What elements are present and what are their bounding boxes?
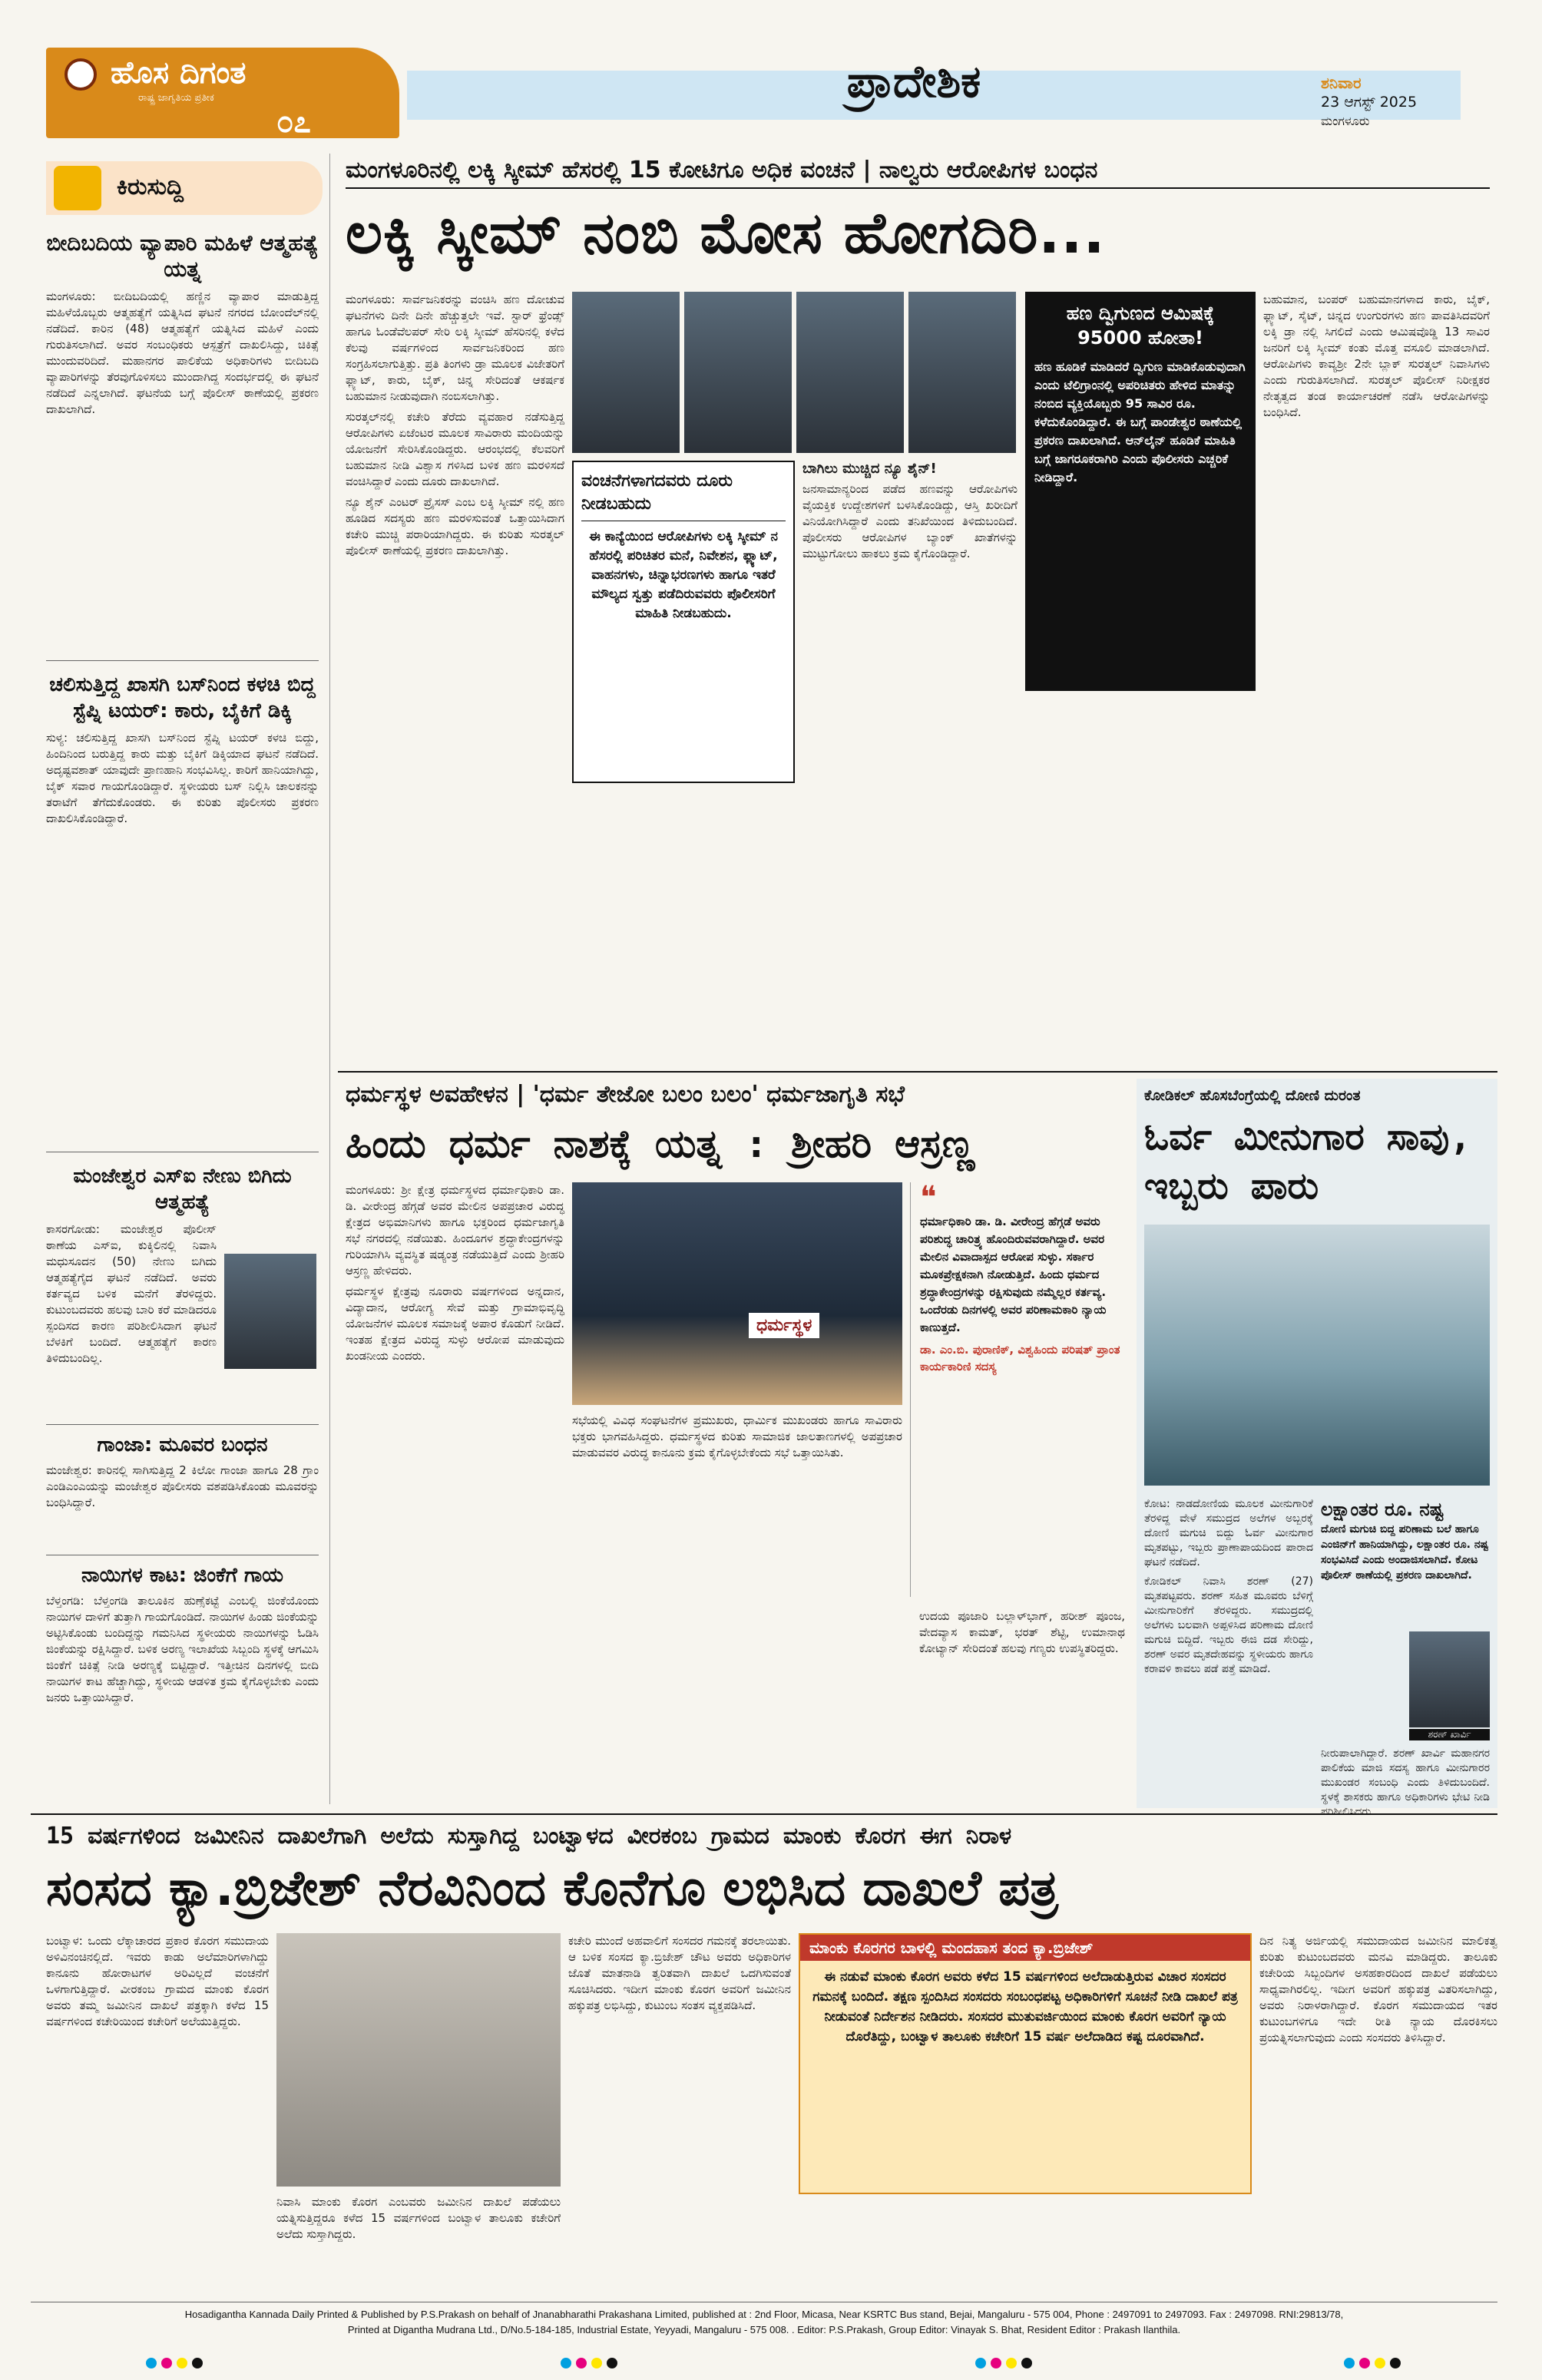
- dharma-body-4: ಉದಯ ಪೂಜಾರಿ ಬಲ್ಲಾಳ್‌ಭಾಗ್, ಹರೀಶ್ ಪೂಂಜ, ವೇದವ್ಯಾಸ ಕಾಮತ್, ಭರತ್ ಶೆಟ್ಟಿ, ಉಮಾನಾಥ ಕೋಟ್ಯಾನ್ ಸೇರಿದಂತೆ ಹಲವು ಗಣ್ಯರು ಉಪಸ್ಥಿತರಿದ್ದರು.: [919, 1609, 1125, 1655]
- logo-tagline: ರಾಷ್ಟ್ರ ಜಾಗೃತಿಯ ಪ್ರತೀಕ: [138, 92, 214, 104]
- loss-body: ದೋಣಿ ಮಗುಚಿ ಬಿದ್ದ ಪರಿಣಾಮ ಬಲೆ ಹಾಗೂ ಎಂಜಿನ್‌ಗೆ ಹಾನಿಯಾಗಿದ್ದು, ಲಕ್ಷಾಂತರ ರೂ. ನಷ್ಟ ಸಂಭವಿಸಿದೆ ಎಂದು ಅಂದಾಜಿಸಲಾಗಿದೆ. ಕೋಟ ಪೊಲೀಸ್ ಠಾಣೆಯಲ್ಲಿ ಪ್ರಕರಣ ದಾಖಲಾಗಿದೆ.: [1321, 1523, 1489, 1582]
- victim-photo: [1409, 1631, 1490, 1727]
- notice-title: ವಂಚನೆಗಳಾಗದವರು ದೂರು ನೀಡಬಹುದು: [581, 470, 786, 521]
- sidebar-brand: ಕಿರುಸುದ್ದಿ: [117, 174, 184, 200]
- bottom-body-col2: ನಿವಾಸಿ ಮಾಂಕು ಕೊರಗ ಎಂಬವರು ಜಮೀನಿನ ದಾಖಲೆ ಪಡೆಯಲು ಯತ್ನಿಸುತ್ತಿದ್ದರೂ ಕಳೆದ 15 ವರ್ಷಗಳಿಂದ ಬಂಟ್ವಾಳ ತಾಲೂಕು ಕಚೇರಿಗೆ ಅಲೆದು ಸುಸ್ತಾಗಿದ್ದರು.: [276, 2195, 561, 2241]
- lead-subhead: ಬಾಗಿಲು ಮುಚ್ಚಿದ ನ್ಯೂ ಶೈನ್!: [802, 461, 937, 477]
- bottom-story: [46, 1820, 1497, 2296]
- mp-box-body: ಈ ನಡುವೆ ಮಾಂಕು ಕೊರಗ ಅವರು ಕಳೆದ 15 ವರ್ಷಗಳಿಂದ ಅಲೆದಾಡುತ್ತಿರುವ ವಿಚಾರ ಸಂಸದರ ಗಮನಕ್ಕೆ ಬಂದಿದೆ. ತಕ್ಷಣ ಸ್ಪಂದಿಸಿದ ಸಂಸದರು ಸಂಬಂಧಪಟ್ಟ ಅಧಿಕಾರಿಗಳಿಗೆ ಸೂಚನೆ ನೀಡಿ ದಾಖಲೆ ಪತ್ರ ನೀಡುವಂತೆ ನಿರ್ದೇಶನ ನೀಡಿದರು. ಸಂಸದರ ಮುತುವರ್ಜಿಯಿಂದ ಮಾಂಕು ಕೊರಗ ಅವರಿಗೆ ನ್ಯಾಯ ದೊರೆತಿದ್ದು, ಬಂಟ್ವಾಳ ತಾಲೂಕು ಕಚೇರಿಗೆ 15 ವರ್ಷ ಅಲೆದಾಡಿದ ಕಷ್ಟ ದೂರವಾಗಿದೆ.: [812, 1969, 1238, 2044]
- list-item[interactable]: [46, 672, 319, 1083]
- meeting-photo: [572, 1182, 902, 1405]
- sidebar: [46, 154, 330, 1804]
- telegram-body: ಹಣ ಹೂಡಿಕೆ ಮಾಡಿದರೆ ದ್ವಿಗುಣ ಮಾಡಿಕೊಡುವುದಾಗಿ ಎಂದು ಟೆಲಿಗ್ರಾಂನಲ್ಲಿ ಅಪರಿಚಿತರು ಹೇಳಿದ ಮಾತನ್ನು ನಂಬಿದ ವ್ಯಕ್ತಿಯೊಬ್ಬರು 95 ಸಾವಿರ ರೂ. ಕಳೆದುಕೊಂಡಿದ್ದಾರೆ. ಈ ಬಗ್ಗೆ ಪಾಂಡೇಶ್ವರ ಠಾಣೆಯಲ್ಲಿ ಪ್ರಕರಣ ದಾಖಲಾಗಿದೆ. ಆನ್‌ಲೈನ್ ಹೂಡಿಕೆ ಮಾಹಿತಿ ಬಗ್ಗೆ ಜಾಗರೂಕರಾಗಿರಿ ಎಂದು ಪೊಲೀಸರು ಎಚ್ಚರಿಕೆ ನೀಡಿದ್ದಾರೆ.: [1034, 359, 1246, 484]
- dharma-body-col2: [572, 1413, 902, 1797]
- accident-body-2: ಕೋಡಿಕಲ್ ನಿವಾಸಿ ಶರಣ್ (27) ಮೃತಪಟ್ಟವರು. ಶರಣ್ ಸಹಿತ ಮೂವರು ಬೆಳಿಗ್ಗೆ ಮೀನುಗಾರಿಕೆಗೆ ತೆರಳಿದ್ದರು. ಸಮುದ್ರದಲ್ಲಿ ಅಲೆಗಳು ಬಲವಾಗಿ ಅಪ್ಪಳಿಸಿದ ಪರಿಣಾಮ ದೋಣಿ ಮಗುಚಿ ಬಿದ್ದಿದೆ. ಇಬ್ಬರು ಈಜಿ ದಡ ಸೇರಿದ್ದು, ಶರಣ್ ಅವರ ಮೃತದೇಹವನ್ನು ಸ್ಥಳೀಯರು ಹಾಗೂ ಕರಾವಳಿ ಕಾವಲು ಪಡೆ ಪತ್ತೆ ಮಾಡಿದೆ.: [1144, 1575, 1314, 1675]
- list-item[interactable]: [46, 1432, 319, 1543]
- quote-icon: ❝: [920, 1180, 937, 1215]
- dharma-body-1: ಮಂಗಳೂರು: ಶ್ರೀ ಕ್ಷೇತ್ರ ಧರ್ಮಸ್ಥಳದ ಧರ್ಮಾಧಿಕಾರಿ ಡಾ. ಡಿ. ವೀರೇಂದ್ರ ಹೆಗ್ಗಡೆ ಅವರ ಮೇಲಿನ ಅಪಪ್ರಚಾರ ವಿರುದ್ಧ ಕ್ಷೇತ್ರದ ಅಭಿಮಾನಿಗಳು ಹಾಗೂ ಭಕ್ತರಿಂದ ಧರ್ಮಜಾಗೃತಿ ಸಭೆ ನಗರದಲ್ಲಿ ನಡೆಯಿತು. ಹಿಂದೂಗಳ ಶ್ರದ್ಧಾಕೇಂದ್ರಗಳನ್ನು ಗುರಿಯಾಗಿಸಿ ವ್ಯವಸ್ಥಿತ ಷಡ್ಯಂತ್ರ ನಡೆಯುತ್ತಿದೆ ಎಂದು ಶ್ರೀಹರಿ ಆಸ್ರಣ್ಣ ಹೇಳಿದರು.: [346, 1183, 564, 1278]
- dharma-headline: ಹಿಂದು ಧರ್ಮ ನಾಶಕ್ಕೆ ಯತ್ನ : ಶ್ರೀಹರಿ ಆಸ್ರಣ್ಣ: [346, 1122, 975, 1166]
- mp-box: [799, 1933, 1252, 2194]
- masthead: [0, 0, 1542, 146]
- brief-headline: ನಾಯಿಗಳ ಕಾಟ: ಜಿಂಕೆಗೆ ಗಾಯ: [81, 1564, 284, 1587]
- list-item[interactable]: [46, 1163, 319, 1413]
- hand-icon: [54, 166, 101, 210]
- bottom-headline: ಸಂಸದ ಕ್ಯಾ.ಬ್ರಿಜೇಶ್ ನೆರವಿನಿಂದ ಕೊನೆಗೂ ಲಭಿಸಿದ ದಾಖಲೆ ಪತ್ರ: [46, 1860, 1058, 1917]
- victim-caption: ಶರಣ್ ಖಾರ್ವಿ: [1409, 1729, 1490, 1740]
- accused-photo: [796, 292, 904, 453]
- logo-text: ಹೊಸ ದಿಗಂತ: [111, 55, 247, 91]
- brief-body: ಮಂಗಳೂರು: ಬೀದಿಬದಿಯಲ್ಲಿ ಹಣ್ಣಿನ ವ್ಯಾಪಾರ ಮಾಡುತ್ತಿದ್ದ ಮಹಿಳೆಯೊಬ್ಬರು ಆತ್ಮಹತ್ಯೆಗೆ ಯತ್ನಿಸಿದ ಘಟನೆ ನಗರದ ಬೋಂದೆಲ್‌ನಲ್ಲಿ ನಡೆದಿದೆ. ಕಾರಿನ (48) ಆತ್ಮಹತ್ಯೆಗೆ ಯತ್ನಿಸಿದ ಮಹಿಳೆ ಎಂದು ಗುರುತಿಸಲಾಗಿದೆ. ಅವರ ಸಂಬಂಧಿಕರು ಆಸ್ಪತ್ರೆಗೆ ದಾಖಲಿಸಿದ್ದು, ಚಿಕಿತ್ಸೆ ಮುಂದುವರಿದಿದೆ. ಮಹಾನಗರ ಪಾಲಿಕೆಯ ಅಧಿಕಾರಿಗಳು ಬೀದಿಬದಿ ವ್ಯಾಪಾರಿಗಳನ್ನು ತೆರವುಗೊಳಿಸಲು ಮುಂದಾಗಿದ್ದ ಸಂದರ್ಭದಲ್ಲಿ ಈ ಘಟನೆ ನಡೆದಿದೆ ಎನ್ನಲಾಗಿದೆ. ಘಟನೆಯ ಬಗ್ಗೆ ಪೊಲೀಸ್ ಠಾಣೆಯಲ್ಲಿ ಪ್ರಕರಣ ದಾಖಲಾಗಿದೆ.: [46, 289, 319, 416]
- page-number: ೦೭: [276, 104, 311, 140]
- brief-headline: ಬೀದಿಬದಿಯ ವ್ಯಾಪಾರಿ ಮಹಿಳೆ ಆತ್ಮಹತ್ಯೆ ಯತ್ನ: [46, 230, 319, 282]
- dharma-body-col1: [346, 1182, 564, 1797]
- telegram-box: [1025, 292, 1256, 691]
- mp-box-title: ಮಾಂಕು ಕೊರಗರ ಬಾಳಲ್ಲಿ ಮಂದಹಾಸ ತಂದ ಕ್ಯಾ.ಬ್ರಿಜೇಶ್: [800, 1935, 1250, 1961]
- accident-body-1: ಕೋಟ: ನಾಡದೋಣಿಯ ಮೂಲಕ ಮೀನುಗಾರಿಕೆ ತೆರಳಿದ್ದ ವೇಳೆ ಸಮುದ್ರದ ಅಲೆಗಳ ಅಬ್ಬರಕ್ಕೆ ದೋಣಿ ಮಗುಚಿ ಬಿದ್ದು ಓರ್ವ ಮೀನುಗಾರ ಮೃತಪಟ್ಟು, ಇಬ್ಬರು ಪ್ರಾಣಾಪಾಯದಿಂದ ಪಾರಾದ ಘಟನೆ ನಡೆದಿದೆ.: [1144, 1498, 1313, 1568]
- accident-body-tail: ನೀರುಪಾಲಾಗಿದ್ದಾರೆ. ಶರಣ್ ಖಾರ್ವಿ ಮಹಾನಗರ ಪಾಲಿಕೆಯ ಮಾಜಿ ಸದಸ್ಯ ಹಾಗೂ ಮೀನುಗಾರರ ಮುಖಂಡರ ಸಂಬಂಧಿ ಎಂದು ತಿಳಿದುಬಂದಿದೆ. ಸ್ಥಳಕ್ಕೆ ಶಾಸಕರು ಹಾಗೂ ಅಧಿಕಾರಿಗಳು ಭೇಟಿ ನೀಡಿ ಪರಿಶೀಲಿಸಿದರು.: [1321, 1747, 1490, 1818]
- list-item[interactable]: [46, 230, 319, 642]
- bottom-body-col1: ಬಂಟ್ವಾಳ: ಒಂದು ಲೆಕ್ಕಾಚಾರದ ಪ್ರಕಾರ ಕೊರಗ ಸಮುದಾಯ ಅಳಿವಿನಂಚಿನಲ್ಲಿದೆ. ಇವರು ಕಾಡು ಅಲೆಮಾರಿಗಳಾಗಿದ್ದು ಕಾನೂನು ಹೋರಾಟಗಳ ಅರಿವಿಲ್ಲದೆ ವಂಚನೆಗೆ ಒಳಗಾಗುತ್ತಿದ್ದಾರೆ. ವೀರಕಂಬ ಗ್ರಾಮದ ಮಾಂಕು ಕೊರಗ ಅವರು ತಮ್ಮ ಜಮೀನಿನ ದಾಖಲೆ ಪತ್ರಕ್ಕಾಗಿ ಕಳೆದ 15 ವರ್ಷಗಳಿಂದ ಕಚೇರಿಯಿಂದ ಕಚೇರಿಗೆ ಅಲೆಯುತ್ತಿದ್ದರು.: [46, 1934, 269, 2028]
- bottom-body-col3: ಕಚೇರಿ ಮುಂದೆ ಅಹವಾಲಿಗೆ ಸಂಸದರ ಗಮನಕ್ಕೆ ತರಲಾಯಿತು. ಆ ಬಳಿಕ ಸಂಸದ ಕ್ಯಾ.ಬ್ರಿಜೇಶ್ ಚೌಟ ಅವರು ಅಧಿಕಾರಿಗಳ ಜೊತೆ ಮಾತನಾಡಿ ತ್ವರಿತವಾಗಿ ದಾಖಲೆ ಒದಗಿಸುವಂತೆ ಸೂಚಿಸಿದರು. ಇದೀಗ ಮಾಂಕು ಕೊರಗ ಅವರಿಗೆ ಜಮೀನಿನ ಹಕ್ಕುಪತ್ರ ಲಭಿಸಿದ್ದು, ಕುಟುಂಬ ಸಂತಸ ವ್ಯಕ್ತಪಡಿಸಿದೆ.: [568, 1934, 791, 2012]
- issue-city: ಮಂಗಳೂರು: [1321, 114, 1370, 128]
- lead-body-1: ಮಂಗಳೂರು: ಸಾರ್ವಜನಿಕರನ್ನು ವಂಚಿಸಿ ಹಣ ದೋಚುವ ಘಟನೆಗಳು ದಿನೇ ದಿನೇ ಹೆಚ್ಚುತ್ತಲೇ ಇವೆ. ಸ್ಟಾರ್ ಫ್ರೆಂಡ್ಸ್ ಹಾಗೂ ಓಂಡೆವೆಲಪರ್ ಸೇರಿ ಲಕ್ಕಿ ಸ್ಕೀಮ್ ಹೆಸರಿನಲ್ಲಿ ಕಳೆದ ಕೆಲವು ವರ್ಷಗಳಿಂದ ಸಾರ್ವಜನಿಕರಿಂದ ಹಣ ಸಂಗ್ರಹಿಸಲಾಗುತ್ತಿತ್ತು. ಪ್ರತಿ ತಿಂಗಳು ಡ್ರಾ ಮೂಲಕ ವಿಜೇತರಿಗೆ ಫ್ಲ್ಯಾಟ್, ಕಾರು, ಬೈಕ್, ಚಿನ್ನ ಸೇರಿದಂತೆ ಆಕರ್ಷಕ ಬಹುಮಾನ ನೀಡುವುದಾಗಿ ನಂಬಿಸಲಾಗಿತ್ತು.: [346, 293, 564, 403]
- accused-photo: [908, 292, 1016, 453]
- quote-byline: ಡಾ. ಎಂ.ಬಿ. ಪುರಾಣಿಕ್, ವಿಶ್ವಹಿಂದು ಪರಿಷತ್ ಪ್ರಾಂತ ಕಾರ್ಯಕಾರಿಣಿ ಸದಸ್ಯ: [920, 1343, 1120, 1373]
- lead-story: [338, 154, 1497, 1067]
- section-title: ಪ್ರಾದೇಶಿಕ: [846, 55, 981, 107]
- imprint-line-2: Printed at Digantha Mudrana Ltd., D/No.5-184-185, Industrial Estate, Yeyyadi, Mangaluru - 575 008. . Editor: P.S.Prakash, Group Editor: Vinayak S. Bhat, Resident Editor : Prakash Ilanthila.: [347, 2324, 1181, 2335]
- si-photo: [224, 1254, 316, 1369]
- lead-body-5: ಬಹುಮಾನ, ಬಂಪರ್ ಬಹುಮಾನಗಳಾದ ಕಾರು, ಬೈಕ್, ಫ್ಲ್ಯಾಟ್, ಸೈಟ್, ಚಿನ್ನದ ಉಂಗುರಗಳು ಹಣ ಪಾವತಿಸಿದವರಿಗೆ ಲಕ್ಕಿ ಡ್ರಾ ನಲ್ಲಿ ಸಿಗಲಿದೆ ಎಂದು ಆಮಿಷವೊಡ್ಡಿ 13 ಸಾವಿರ ಜನರಿಗೆ ಲಕ್ಕಿ ಸ್ಕೀಮ್ ಕಂತು ಮೊತ್ತ ವಸೂಲಿ ಮಾಡಲಾಗಿದೆ. ಆರೋಪಿಗಳು ಕಾವ್ಯಶ್ರೀ 2ನೇ ಬ್ಲಾಕ್ ಸುರತ್ಕಲ್ ನಿವಾಸಿಗಳು ಎಂದು ಗುರುತಿಸಲಾಗಿದೆ. ಸುರತ್ಕಲ್ ಪೊಲೀಸ್ ನಿರೀಕ್ಷಕರ ನೇತೃತ್ವದ ತಂಡ ಕಾರ್ಯಾಚರಣೆ ನಡೆಸಿ ಆರೋಪಿಗಳನ್ನು ಬಂಧಿಸಿದೆ.: [1263, 293, 1490, 419]
- lead-body-2: ಸುರತ್ಕಲ್‌ನಲ್ಲಿ ಕಚೇರಿ ತೆರೆದು ವ್ಯವಹಾರ ನಡೆಸುತ್ತಿದ್ದ ಆರೋಪಿಗಳು ಏಜೆಂಟರ ಮೂಲಕ ಸಾವಿರಾರು ಮಂದಿಯನ್ನು ಯೋಜನೆಗೆ ಸೇರಿಸಿಕೊಂಡಿದ್ದರು. ಆರಂಭದಲ್ಲಿ ಕೆಲವರಿಗೆ ಬಹುಮಾನ ನೀಡಿ ವಿಶ್ವಾಸ ಗಳಿಸಿದ ಬಳಿಕ ಹಣ ಮರಳಿಸದೆ ವಂಚಿಸಿದ್ದಾರೆ ಎಂದು ದೂರು ದಾಖಲಾಗಿದೆ.: [346, 410, 564, 488]
- quote-box: [910, 1182, 1125, 1597]
- accident-body: [1144, 1497, 1313, 1800]
- accused-photos: [572, 292, 1018, 453]
- brief-body: ಸುಳ್ಯ: ಚಲಿಸುತ್ತಿದ್ದ ಖಾಸಗಿ ಬಸ್‌ನಿಂದ ಸ್ಟೆಪ್ನಿ ಟಯರ್ ಕಳಚಿ ಬಿದ್ದು, ಹಿಂದಿನಿಂದ ಬರುತ್ತಿದ್ದ ಕಾರು ಮತ್ತು ಬೈಕಿಗೆ ಡಿಕ್ಕಿಯಾದ ಘಟನೆ ನಡೆದಿದೆ. ಅದೃಷ್ಟವಶಾತ್ ಯಾವುದೇ ಪ್ರಾಣಹಾನಿ ಸಂಭವಿಸಿಲ್ಲ. ಕಾರಿಗೆ ಹಾನಿಯಾಗಿದ್ದು, ಬೈಕ್ ಸವಾರ ಗಾಯಗೊಂಡಿದ್ದಾರೆ. ಸ್ಥಳೀಯರು ಬಸ್ ನಿಲ್ಲಿಸಿ ಚಾಲಕನನ್ನು ತರಾಟೆಗೆ ತೆಗೆದುಕೊಂಡರು. ಈ ಕುರಿತು ಪೊಲೀಸರು ಪ್ರಕರಣ ದಾಖಲಿಸಿಕೊಂಡಿದ್ದಾರೆ.: [46, 731, 319, 825]
- accused-photo: [684, 292, 792, 453]
- dharma-kicker: ಧರ್ಮಸ್ಥಳ ಅವಹೇಳನ | 'ಧರ್ಮ ತೇಜೋ ಬಲಂ ಬಲಂ' ಧರ್ಮಜಾಗೃತಿ ಸಭೆ: [346, 1081, 905, 1108]
- brief-headline: ಚಲಿಸುತ್ತಿದ್ದ ಖಾಸಗಿ ಬಸ್‌ನಿಂದ ಕಳಚಿ ಬಿದ್ದ ಸ್ಟೆಪ್ನಿ ಟಯರ್: ಕಾರು, ಬೈಕಿಗೆ ಡಿಕ್ಕಿ: [49, 673, 316, 722]
- logo-icon: [65, 58, 97, 91]
- fraud-notice-box: [572, 461, 795, 783]
- banner-label: ಧರ್ಮಸ್ಥಳ: [749, 1313, 819, 1338]
- accident-kicker: ಕೋಡಿಕಲ್ ಹೊಸಬೆಂಗ್ರೆಯಲ್ಲಿ ದೋಣಿ ದುರಂತ: [1144, 1087, 1361, 1104]
- loss-title: ಲಕ್ಷಾಂತರ ರೂ. ನಷ್ಟ: [1321, 1499, 1444, 1520]
- bottom-body-col5: ದಿನ ನಿತ್ಯ ಅರ್ಜಿಯಲ್ಲಿ ಸಮುದಾಯದ ಜಮೀನಿನ ಮಾಲಿಕತ್ವ ಕುರಿತು ಕುಟುಂಬದವರು ಮನವಿ ಮಾಡಿದ್ದರು. ತಾಲೂಕು ಕಚೇರಿಯ ಸಿಬ್ಬಂದಿಗಳ ಅಸಹಕಾರದಿಂದ ದಾಖಲೆ ಪಡೆಯಲು ಸಾಧ್ಯವಾಗಿರಲಿಲ್ಲ. ಇದೀಗ ಅವರಿಗೆ ಹಕ್ಕುಪತ್ರ ವಿತರಿಸಲಾಗಿದ್ದು, ಅವರು ನಿರಾಳರಾಗಿದ್ದಾರೆ. ಕೊರಗ ಸಮುದಾಯದ ಇತರ ಕುಟುಂಬಗಳಿಗೂ ಇದೇ ರೀತಿ ನ್ಯಾಯ ದೊರಕಿಸಲು ಪ್ರಯತ್ನಿಸಲಾಗುವುದು ಎಂದು ಸಂಸದರು ತಿಳಿಸಿದ್ದಾರೆ.: [1259, 1934, 1497, 2044]
- telegram-title: ಹಣ ದ್ವಿಗುಣದ ಆಮಿಷಕ್ಕೆ 95000 ಹೋತಾ!: [1066, 302, 1215, 349]
- issue-day: ಶನಿವಾರ: [1321, 74, 1362, 92]
- mp-photo: [276, 1933, 561, 2187]
- sea-photo: [1144, 1225, 1490, 1486]
- quote-text: ಧರ್ಮಾಧಿಕಾರಿ ಡಾ. ಡಿ. ವೀರೇಂದ್ರ ಹೆಗ್ಗಡೆ ಅವರು ಪರಿಶುದ್ಧ ಚಾರಿತ್ರ್ಯ ಹೊಂದಿರುವವರಾಗಿದ್ದಾರೆ. ಅವರ ಮೇಲಿನ ವಿವಾದಾಸ್ಪದ ಆರೋಪ ಸುಳ್ಳು. ಸರ್ಕಾರ ಮೂಕಪ್ರೇಕ್ಷಕನಾಗಿ ನೋಡುತ್ತಿದೆ. ಹಿಂದು ಧರ್ಮದ ಶ್ರದ್ಧಾಕೇಂದ್ರಗಳನ್ನು ರಕ್ಷಿಸುವುದು ನಮ್ಮೆಲ್ಲರ ಕರ್ತವ್ಯ. ಒಂದೆರಡು ದಿನಗಳಲ್ಲಿ ಅವರ ಪರಿಣಾಮಕಾರಿ ನ್ಯಾಯ ಕಾಣುತ್ತದೆ.: [920, 1215, 1107, 1334]
- dharma-body-2: ಧರ್ಮಸ್ಥಳ ಕ್ಷೇತ್ರವು ನೂರಾರು ವರ್ಷಗಳಿಂದ ಅನ್ನದಾನ, ವಿದ್ಯಾದಾನ, ಆರೋಗ್ಯ ಸೇವೆ ಮತ್ತು ಗ್ರಾಮಾಭಿವೃದ್ಧಿ ಯೋಜನೆಗಳ ಮೂಲಕ ಸಮಾಜಕ್ಕೆ ಅಪಾರ ಕೊಡುಗೆ ನೀಡಿದೆ. ಇಂತಹ ಕ್ಷೇತ್ರದ ವಿರುದ್ಧ ಸುಳ್ಳು ಆರೋಪ ಮಾಡುವುದು ಖಂಡನೀಯ ಎಂದರು.: [346, 1284, 564, 1363]
- accused-photo: [572, 292, 680, 453]
- registration-marks: [146, 2357, 1405, 2372]
- accident-story: [1137, 1079, 1497, 1818]
- issue-date: 23 ಆಗಸ್ಟ್ 2025: [1321, 94, 1418, 111]
- lead-body-3: ನ್ಯೂ ಶೈನ್ ಎಂಟರ್ ಪ್ರೈಸಸ್ ಎಂಬ ಲಕ್ಕಿ ಸ್ಕೀಮ್ ನಲ್ಲಿ ಹಣ ಹೂಡಿದ ಸದಸ್ಯರು ಹಣ ಮರಳಿಸುವಂತೆ ಒತ್ತಾಯಿಸಿದಾಗ ಕಚೇರಿ ಮುಚ್ಚಿ ಪರಾರಿಯಾಗಿದ್ದರು. ಈ ಕುರಿತು ಸುರತ್ಕಲ್ ಪೊಲೀಸ್ ಠಾಣೆಯಲ್ಲಿ ಪ್ರಕರಣ ದಾಖಲಾಗಿತ್ತು.: [346, 495, 564, 557]
- bottom-kicker: 15 ವರ್ಷಗಳಿಂದ ಜಮೀನಿನ ದಾಖಲೆಗಾಗಿ ಅಲೆದು ಸುಸ್ತಾಗಿದ್ದ ಬಂಟ್ವಾಳದ ವೀರಕಂಬ ಗ್ರಾಮದ ಮಾಂಕು ಕೊರಗ ಈಗ ನಿರಾಳ: [46, 1823, 1012, 1849]
- lead-kicker: ಮಂಗಳೂರಿನಲ್ಲಿ ಲಕ್ಕಿ ಸ್ಕೀಮ್ ಹೆಸರಲ್ಲಿ 15 ಕೋಟಿಗೂ ಅಧಿಕ ವಂಚನೆ | ನಾಲ್ವರು ಆರೋಪಿಗಳ ಬಂಧನ: [346, 154, 1490, 189]
- brief-headline: ಗಾಂಜಾ: ಮೂವರ ಬಂಧನ: [97, 1433, 268, 1456]
- dharma-body-col3: [919, 1608, 1125, 1797]
- brief-body: ಮಂಜೇಶ್ವರ: ಕಾರಿನಲ್ಲಿ ಸಾಗಿಸುತ್ತಿದ್ದ 2 ಕಿಲೋ ಗಾಂಜಾ ಹಾಗೂ 28 ಗ್ರಾಂ ಎಂಡಿಎಂಎಯನ್ನು ಮಂಜೇಶ್ವರ ಪೊಲೀಸರು ವಶಪಡಿಸಿಕೊಂಡು ಮೂವರನ್ನು ಬಂಧಿಸಿದ್ದಾರೆ.: [46, 1463, 319, 1509]
- lead-body-col3: [802, 461, 1018, 1059]
- imprint-line-1: Hosadigantha Kannada Daily Printed & Published by P.S.Prakash on behalf of Jnanabharathi Prakashana Limited, published at : 2nd Floor, Micasa, Near KSRTC Bus stand, Bejai, Mangaluru - 575 004, Phone : 2497091 to 2497093. Fax : 2497098. RNI:29813/78,: [184, 2309, 1344, 2320]
- lead-body-col1: [346, 292, 564, 1059]
- imprint: [31, 2302, 1497, 2338]
- dharma-story: [338, 1079, 1129, 1808]
- lead-body-col5: [1263, 292, 1490, 1059]
- accident-headline: ಓರ್ವ ಮೀನುಗಾರ ಸಾವು, ಇಬ್ಬರು ಪಾರು: [1144, 1116, 1472, 1208]
- logo-block[interactable]: [46, 48, 399, 138]
- dharma-body-3: ಸಭೆಯಲ್ಲಿ ವಿವಿಧ ಸಂಘಟನೆಗಳ ಪ್ರಮುಖರು, ಧಾರ್ಮಿಕ ಮುಖಂಡರು ಹಾಗೂ ಸಾವಿರಾರು ಭಕ್ತರು ಭಾಗವಹಿಸಿದ್ದರು. ಧರ್ಮಸ್ಥಳದ ಕುರಿತು ಸಾಮಾಜಿಕ ಜಾಲತಾಣಗಳಲ್ಲಿ ಅಪಪ್ರಚಾರ ಮಾಡುವವರ ವಿರುದ್ಧ ಕಾನೂನು ಕ್ರಮ ಕೈಗೊಳ್ಳಬೇಕೆಂದು ಸಭೆ ಒತ್ತಾಯಿಸಿತು.: [572, 1413, 902, 1459]
- lead-headline: ಲಕ್ಕಿ ಸ್ಕೀಮ್ ನಂಬಿ ಮೋಸ ಹೋಗದಿರಿ...: [346, 200, 1106, 266]
- loss-box: [1321, 1497, 1490, 1583]
- brief-headline: ಮಂಜೇಶ್ವರ ಎಸ್‌ಐ ನೇಣು ಬಿಗಿದು ಆತ್ಮಹತ್ಯೆ: [73, 1165, 292, 1214]
- sidebar-header: [46, 161, 323, 215]
- lead-body-4: ಜನಸಾಮಾನ್ಯರಿಂದ ಪಡೆದ ಹಣವನ್ನು ಆರೋಪಿಗಳು ವೈಯಕ್ತಿಕ ಉದ್ದೇಶಗಳಿಗೆ ಬಳಸಿಕೊಂಡಿದ್ದು, ಆಸ್ತಿ ಖರೀದಿಗೆ ವಿನಿಯೋಗಿಸಿದ್ದಾರೆ ಎಂದು ತನಿಖೆಯಿಂದ ತಿಳಿದುಬಂದಿದೆ. ಪೊಲೀಸರು ಆರೋಪಿಗಳ ಬ್ಯಾಂಕ್ ಖಾತೆಗಳನ್ನು ಮುಟ್ಟುಗೋಲು ಹಾಕಲು ಕ್ರಮ ಕೈಗೊಂಡಿದ್ದಾರೆ.: [802, 482, 1018, 560]
- notice-body: ಈ ಕಾನ್ಯೆಯಿಂದ ಆರೋಪಿಗಳು ಲಕ್ಕಿ ಸ್ಕೀಮ್ ನ ಹೆಸರಲ್ಲಿ ಪರಿಚಿತರ ಮನೆ, ನಿವೇಶನ, ಫ್ಲ್ಯಾಟ್, ವಾಹನಗಳು, ಚಿನ್ನಾಭರಣಗಳು ಹಾಗೂ ಇತರೆ ಮೌಲ್ಯದ ಸ್ವತ್ತು ಪಡೆದಿರುವವರು ಪೊಲೀಸರಿಗೆ ಮಾಹಿತಿ ನೀಡಬಹುದು.: [589, 529, 778, 621]
- brief-body: ಕಾಸರಗೋಡು: ಮಂಜೇಶ್ವರ ಪೊಲೀಸ್ ಠಾಣೆಯ ಎಸ್‌ಐ, ಕುಕ್ಕಿಲಿನಲ್ಲಿ ನಿವಾಸಿ ಮಧುಸೂದನ (50) ನೇಣು ಬಿಗಿದು ಆತ್ಮಹತ್ಯೆಗೈದ ಘಟನೆ ನಡೆದಿದೆ. ಅವರು ಕರ್ತವ್ಯದ ಬಳಿಕ ಮನೆಗೆ ತೆರಳಿದ್ದರು. ಕುಟುಂಬದವರು ಹಲವು ಬಾರಿ ಕರೆ ಮಾಡಿದರೂ ಸ್ಪಂದಿಸದ ಕಾರಣ ಪರಿಶೀಲಿಸಿದಾಗ ಘಟನೆ ಬೆಳಕಿಗೆ ಬಂದಿದೆ. ಆತ್ಮಹತ್ಯೆಗೆ ಕಾರಣ ತಿಳಿದುಬಂದಿಲ್ಲ.: [46, 1222, 217, 1365]
- brief-body: ಬೆಳ್ತಂಗಡಿ: ಬೆಳ್ತಂಗಡಿ ತಾಲೂಕಿನ ಹುಣ್ಸೆಕಟ್ಟೆ ಎಂಬಲ್ಲಿ ಜಿಂಕೆಯೊಂದು ನಾಯಿಗಳ ದಾಳಿಗೆ ತುತ್ತಾಗಿ ಗಾಯಗೊಂಡಿದೆ. ನಾಯಿಗಳ ಹಿಂಡು ಜಿಂಕೆಯನ್ನು ಅಟ್ಟಿಸಿಕೊಂಡು ಬಂದಿದ್ದನ್ನು ಗಮನಿಸಿದ ಸ್ಥಳೀಯರು ನಾಯಿಗಳನ್ನು ಓಡಿಸಿ ಜಿಂಕೆಯನ್ನು ರಕ್ಷಿಸಿದ್ದಾರೆ. ಬಳಿಕ ಅರಣ್ಯ ಇಲಾಖೆಯ ಸಿಬ್ಬಂದಿ ಸ್ಥಳಕ್ಕೆ ಆಗಮಿಸಿ ಜಿಂಕೆಗೆ ಚಿಕಿತ್ಸೆ ನೀಡಿ ಅರಣ್ಯಕ್ಕೆ ಬಿಟ್ಟಿದ್ದಾರೆ. ಇತ್ತೀಚಿನ ದಿನಗಳಲ್ಲಿ ಬೀದಿ ನಾಯಿಗಳ ಕಾಟ ಹೆಚ್ಚಾಗಿದ್ದು, ಸ್ಥಳೀಯ ಆಡಳಿತ ಕ್ರಮ ಕೈಗೊಳ್ಳಬೇಕು ಎಂದು ಜನರು ಒತ್ತಾಯಿಸಿದ್ದಾರೆ.: [46, 1594, 319, 1704]
